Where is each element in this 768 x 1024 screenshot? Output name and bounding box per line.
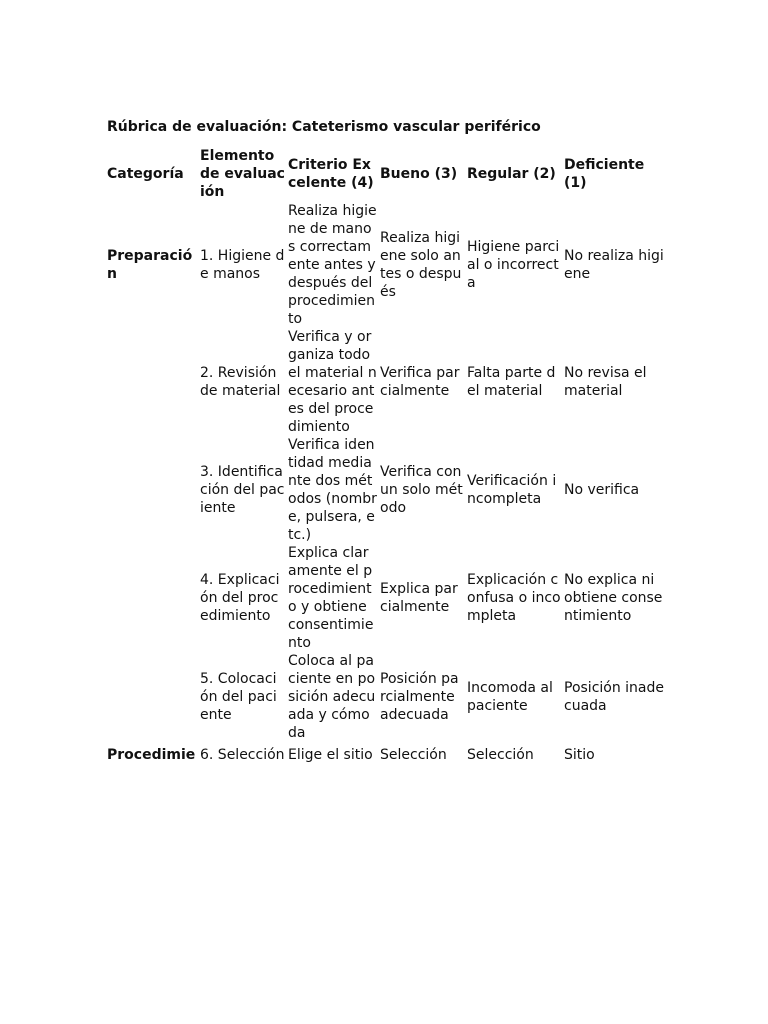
element-cell: 3. Identificación del paciente	[200, 464, 285, 516]
page-title: Rúbrica de evaluación: Cateterismo vascular periférico	[107, 119, 541, 135]
good-cell: Verifica parcialmente	[380, 365, 460, 399]
regular-cell: Verificación incompleta	[467, 473, 557, 507]
header-excellent: Criterio Excelente (4)	[288, 157, 374, 191]
category-cell	[107, 544, 200, 652]
regular-cell: Selección	[467, 747, 534, 763]
good-cell: Posición parcialmente adecuada	[380, 671, 459, 723]
good-cell: Explica parcialmente	[380, 581, 458, 615]
deficient-cell: Posición inadecuada	[564, 680, 665, 714]
regular-cell: Falta parte del material	[467, 365, 556, 399]
category-cell	[107, 328, 200, 436]
deficient-cell: No realiza higiene	[564, 248, 664, 282]
deficient-cell: No explica ni obtiene consentimiento	[564, 572, 663, 624]
regular-cell: Higiene parcial o incorrecta	[467, 239, 560, 291]
element-cell: 4. Explicación del procedimiento	[200, 572, 280, 624]
table-row	[107, 652, 667, 742]
header-good: Bueno (3)	[380, 166, 458, 182]
category-cell: Preparación	[107, 248, 193, 282]
excellent-cell: Verifica y organiza todo el material necesario antes del procedimiento	[288, 329, 377, 435]
deficient-cell: No verifica	[564, 482, 640, 498]
excellent-cell: Verifica identidad mediante dos métodos (nombre, pulsera, etc.)	[288, 437, 377, 543]
excellent-cell: Explica claramente el procedimiento y obtiene consentimiento	[288, 545, 374, 651]
category-cell	[107, 652, 200, 742]
table-row	[107, 436, 667, 544]
excellent-cell: Elige el sitio	[288, 747, 373, 763]
table-row	[107, 742, 667, 764]
header-element: Elemento de evaluación	[200, 148, 285, 200]
good-cell: Selección	[380, 747, 447, 763]
element-cell: 2. Revisión de material	[200, 365, 281, 399]
element-cell: 1. Higiene de manos	[200, 248, 285, 282]
header-regular: Regular (2)	[467, 166, 556, 182]
good-cell: Verifica con un solo método	[380, 464, 463, 516]
table-row	[107, 544, 667, 652]
header-category: Categoría	[107, 166, 184, 182]
table-row	[107, 202, 667, 328]
rubric-table	[107, 146, 667, 764]
header-deficient: Deficiente (1)	[564, 157, 645, 191]
table-header-row	[107, 146, 667, 202]
good-cell: Realiza higiene solo antes o después	[380, 230, 462, 300]
category-cell	[107, 436, 200, 544]
deficient-cell: Sitio	[564, 747, 595, 763]
excellent-cell: Realiza higiene de manos correctamente antes y después del procedimiento	[288, 203, 377, 327]
element-cell: 6. Selección	[200, 747, 285, 763]
regular-cell: Explicación confusa o incompleta	[467, 572, 561, 624]
excellent-cell: Coloca al paciente en posición adecuada y cómoda	[288, 653, 376, 741]
regular-cell: Incomoda al paciente	[467, 680, 553, 714]
deficient-cell: No revisa el material	[564, 365, 647, 399]
element-cell: 5. Colocación del paciente	[200, 671, 277, 723]
category-cell: Procedimie	[107, 747, 196, 763]
table-row	[107, 328, 667, 436]
